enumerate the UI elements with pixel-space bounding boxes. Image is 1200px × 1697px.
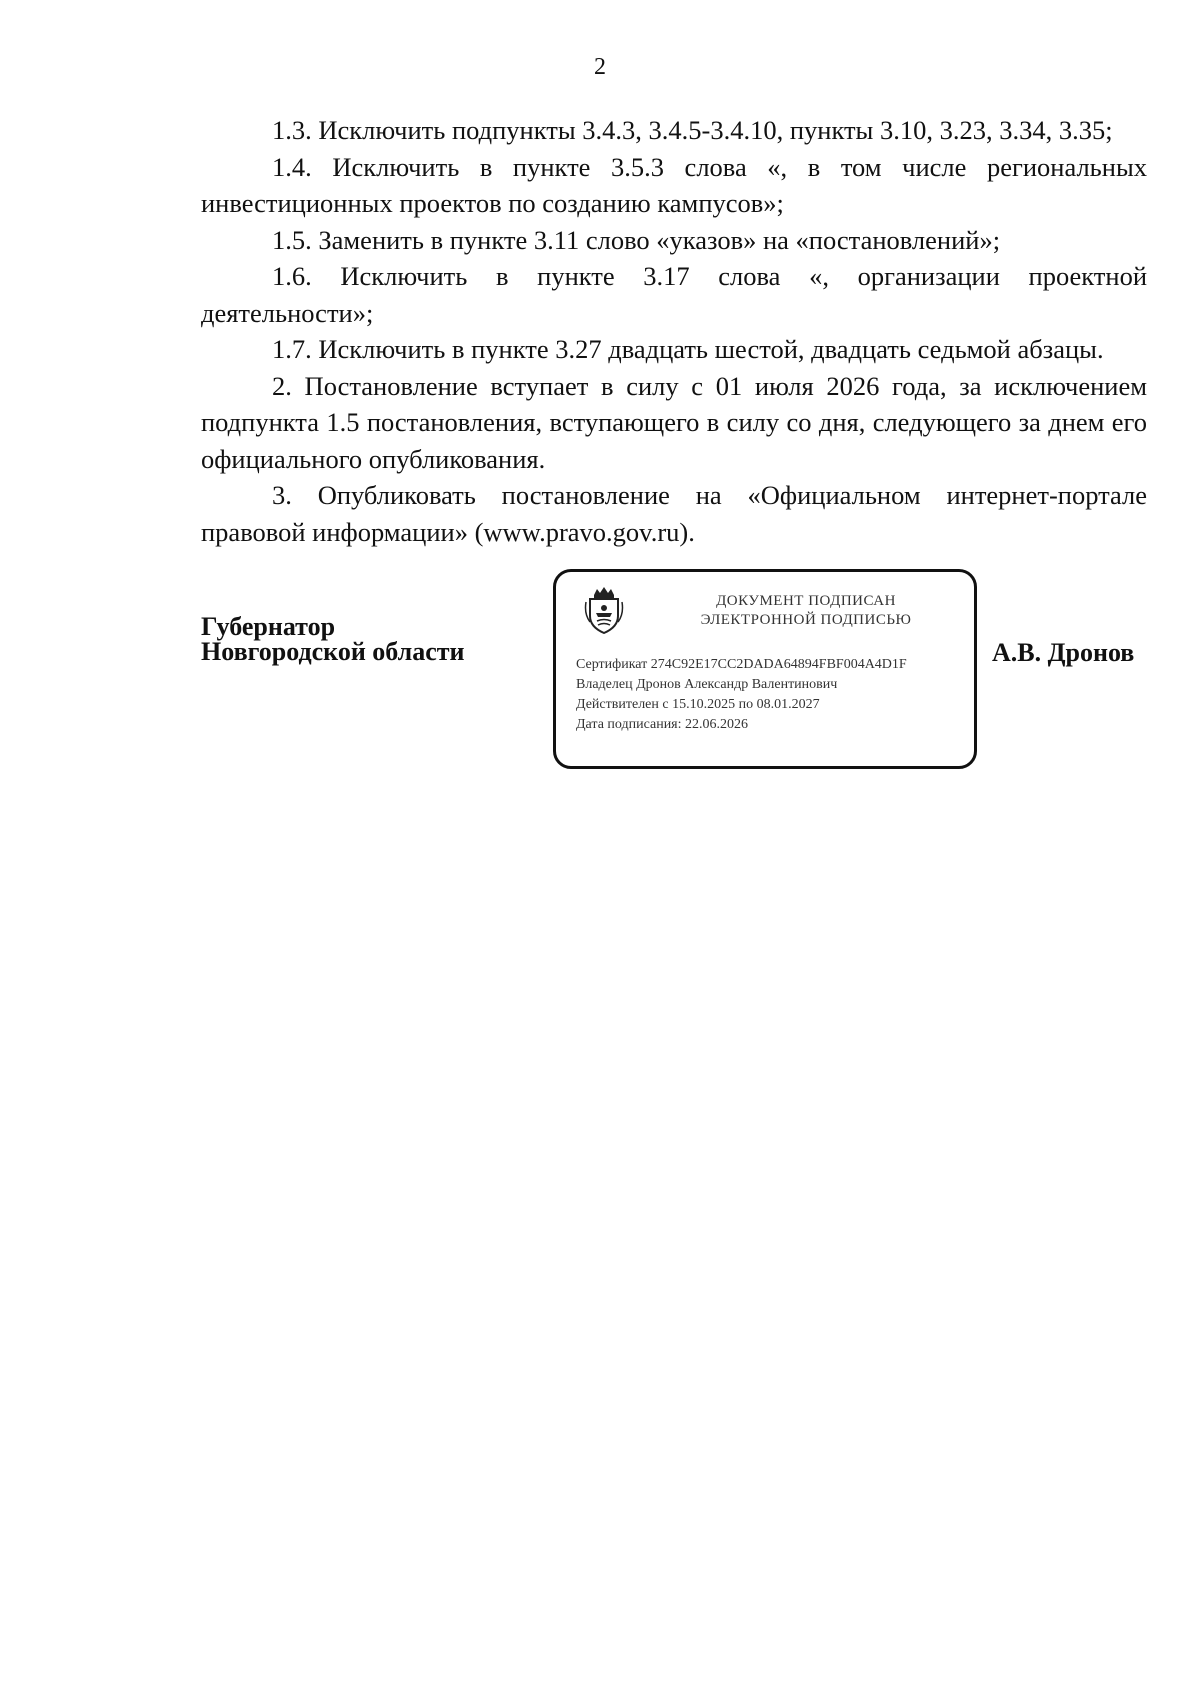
signatory-title-line2: Новгородской области [201, 637, 465, 666]
stamp-certificate: Сертификат 274C92E17CC2DADA64894FBF004A4D1F [576, 657, 907, 672]
page-number: 2 [594, 54, 606, 80]
signatory-name: А.В. Дронов [992, 638, 1135, 667]
stamp-details [576, 655, 971, 735]
stamp-heading [656, 592, 956, 630]
paragraph-1-5: 1.5. Заменить в пункте 3.11 слово «указов» на «постановлений»; [272, 224, 1001, 255]
stamp-validity: Действителен с 15.10.2025 по 08.01.2027 [576, 697, 820, 712]
signatory-title [201, 614, 465, 664]
paragraph-1-7: 1.7. Исключить в пункте 3.27 двадцать шестой, двадцать седьмой абзацы. [272, 334, 1104, 364]
stamp-signed-date: Дата подписания: 22.06.2026 [576, 717, 749, 732]
stamp-heading-line1: ДОКУМЕНТ ПОДПИСАН [716, 593, 896, 609]
signatory-title-line1: Губернатор [201, 612, 336, 641]
coat-of-arms-icon [584, 586, 624, 634]
paragraph-1-6: 1.6. Исключить в пункте 3.17 слова «, организации проектной деятельности»; [201, 261, 1147, 328]
document-body [201, 112, 1147, 550]
paragraph-2: 2. Постановление вступает в силу с 01 июля 2026 года, за исключением подпункта 1.5 постановления, вступающего в силу со дня, следующего за днем его официального опубликования. [201, 370, 1147, 474]
paragraph-1-4: 1.4. Исключить в пункте 3.5.3 слова «, в том числе региональных инвестиционных проектов по созданию кампусов»; [201, 151, 1147, 218]
paragraph-1-3: 1.3. Исключить подпункты 3.4.3, 3.4.5-3.4.10, пункты 3.10, 3.23, 3.34, 3.35; [272, 115, 1113, 145]
electronic-signature-stamp [553, 569, 977, 769]
stamp-owner: Владелец Дронов Александр Валентинович [576, 677, 838, 692]
stamp-heading-line2: ЭЛЕКТРОННОЙ ПОДПИСЬЮ [700, 612, 912, 628]
paragraph-3: 3. Опубликовать постановление на «Официальном интернет-портале правовой информации» (www.pravo.gov.ru). [201, 480, 1147, 547]
